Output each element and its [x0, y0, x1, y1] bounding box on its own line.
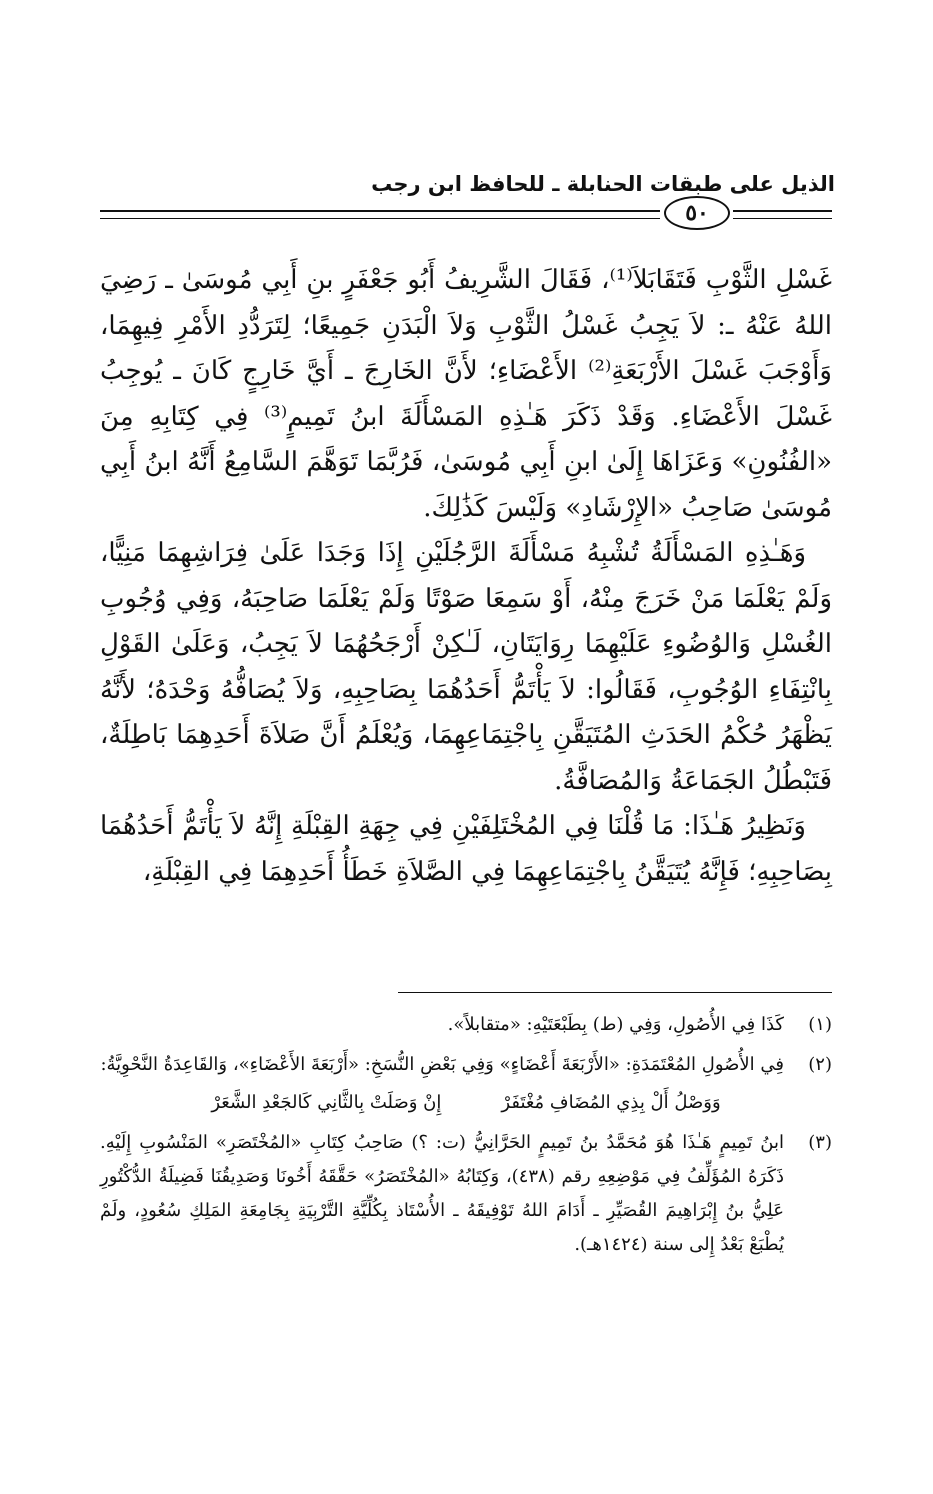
- footnote-text: كَذَا فِي الأُصُولِ، وَفِي (ط) بِطَبْعَتَيْهِ: «متقابلاً».: [447, 1014, 784, 1035]
- verse-second-hemistich: إِنْ وَصَلَتْ بِالثَّانِي كَالجَعْدِ الشَّعَرْ: [211, 1092, 442, 1113]
- footnote-2: [100, 1048, 832, 1082]
- footnotes: [100, 1008, 832, 1268]
- footnote-1: [100, 1008, 832, 1042]
- footnote-3: [100, 1126, 832, 1262]
- page-number: ٥٠: [664, 196, 730, 230]
- running-title: الذيل على طبقات الحنابلة ـ للحافظ ابن رجب: [371, 172, 835, 196]
- footnote-number: (٣): [808, 1132, 832, 1153]
- paragraph-2: وَهَـٰذِهِ المَسْأَلَةُ تُشْبِهُ مَسْأَلَةَ الرَّجُلَيْنِ إِذَا وَجَدَا عَلَىٰ فِرَاشِهِمَا مَنِيًّا، وَلَمْ يَعْلَمَا مَنْ خَرَجَ مِنْهُ، أَوْ سَمِعَا صَوْتًا وَلَمْ يَعْلَمَا صَاحِبَهُ، وَفِي وُجُوبِ الغُسْلِ وَالوُضُوءِ عَلَيْهِمَا رِوَايَتَانِ، لَـٰكِنْ أَرْجَحُهُمَا لاَ يَجِبُ، وَعَلَىٰ القَوْلِ بِانْتِفَاءِ الوُجُوبِ، فَقَالُوا: لاَ يَأْتَمُّ أَحَدُهُمَا بِصَاحِبِهِ، وَلاَ يُصَافُّهُ وَحْدَهُ؛ لأَنَّهُ يَظْهَرُ حُكْمُ الحَدَثِ المُتَيَقَّنِ بِاجْتِمَاعِهِمَا، وَيُعْلَمُ أَنَّ صَلاَةَ أَحَدِهِمَا بَاطِلَةٌ، فَتَبْطُلُ الجَمَاعَةُ وَالمُصَافَّةُ.: [100, 538, 832, 796]
- footnote-text: ابنُ تَمِيمٍ هَـٰذَا هُوَ مُحَمَّدُ بنُ تَمِيمٍ الحَرَّانِيُّ (ت: ؟) صَاحِبُ كِتَابِ «المُخْتَصَرِ» المَنْسُوبِ إِلَيْهِ. ذَكَرَهُ المُؤَلِّفُ فِي مَوْضِعِهِ رقم (٤٣٨)، وَكِتَابُهُ «المُخْتَصَرُ» حَقَّقَهُ أَخُونَا وَصَدِيقُنَا فَضِيلَةُ الدُّكْتُورِ عَلِيُّ بنُ إِبْرَاهِيمَ القُصَيِّرِ ـ أَدَامَ اللهُ تَوْفِيقَهُ ـ الأُسْتَاذ بِكُلِّيَّةِ التَّرْبِيَةِ بِجَامِعَةِ المَلِكِ سُعُودٍ، ولَمْ يُطْبَعْ بَعْدُ إِلى سنة (١٤٢٤هـ).: [100, 1132, 785, 1255]
- paragraph-3: وَنَظِيرُ هَـٰذَا: مَا قُلْنَا فِي المُخْتَلِفَيْنِ فِي جِهَةِ القِبْلَةِ إِنَّهُ لاَ يَأْتَمُّ أَحَدُهُمَا بِصَاحِبِهِ؛ فَإِنَّهُ يُتَيَقَّنُ بِاجْتِمَاعِهِمَا فِي الصَّلاَةِ خَطَأُ أَحَدِهِمَا فِي القِبْلَةِ،: [100, 811, 832, 887]
- header-rule-bottom-left: [733, 218, 832, 219]
- footnote-text: فِي الأُصُولِ المُعْتَمَدَةِ: «الأَرْبَعَةَ أَعْضَاءٍ» وَفِي بَعْضِ النُّسَخِ: «أَرْبَعَةَ الأَعْضَاءِ»، وَالقَاعِدَةُ النَّحْوِيَّةُ:: [100, 1054, 784, 1075]
- grammar-verse: [100, 1086, 832, 1120]
- footnote-divider: [398, 992, 832, 993]
- header-rule-bottom-right: [100, 218, 660, 219]
- header-rule-top-left: [733, 210, 832, 212]
- verse-first-hemistich: وَوَصْلُ أَلْ بِذِي المُضَافِ مُغْتَفَرْ: [501, 1092, 721, 1113]
- header-rule-top-right: [100, 210, 660, 212]
- main-text: [100, 258, 832, 895]
- paragraph-1: غَسْلِ الثَّوْبِ فَتَقَابَلاَ⁽¹⁾، فَقَالَ الشَّرِيفُ أَبُو جَعْفَرٍ بنِ أَبِي مُوسَىٰ ـ رَضِيَ اللهُ عَنْهُ ـ: لاَ يَجِبُ غَسْلُ الثَّوْبِ وَلاَ الْبَدَنِ جَمِيعًا؛ لِتَرَدُّدِ الأَمْرِ فِيهِمَا، وَأَوْجَبَ غَسْلَ الأَرْبَعَةِ⁽²⁾ الأَعْضَاءِ؛ لأَنَّ الخَارِجَ ـ أَيَّ خَارِجٍ كَانَ ـ يُوجِبُ غَسْلَ الأَعْضَاءِ. وَقَدْ ذَكَرَ هَـٰذِهِ المَسْأَلَةَ ابنُ تَمِيمٍ⁽³⁾ فِي كِتَابِهِ مِنَ «الفُنُونِ» وَعَزَاهَا إِلَىٰ ابنِ أَبِي مُوسَىٰ، فَرُبَّمَا تَوَهَّمَ السَّامِعُ أَنَّهُ ابنُ أَبِي مُوسَىٰ صَاحِبُ «الإِرْشَادِ» وَلَيْسَ كَذَٰلِكَ.: [100, 265, 832, 523]
- footnote-number: (٢): [808, 1054, 832, 1075]
- footnote-number: (١): [808, 1014, 832, 1035]
